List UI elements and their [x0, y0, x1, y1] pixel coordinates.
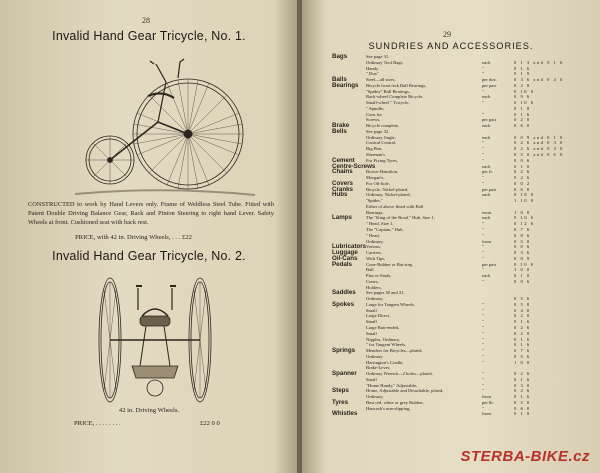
left-page — [0, 0, 298, 473]
tricycle-1-illustration — [70, 52, 260, 202]
page-number-left: 28 — [142, 16, 150, 25]
price-unit: per lb. — [482, 399, 494, 405]
price-description: Handy — [366, 65, 379, 71]
price-description: Ordinary, — [366, 238, 384, 244]
price-amount: 0 1 6 — [514, 111, 531, 117]
price-description: Large for Tangent Wheels, — [366, 301, 415, 307]
price-category: Centre-Screws — [332, 162, 376, 170]
price-description: Ordinary, Nickel-plated, — [366, 192, 411, 198]
price-category: Hubs — [332, 191, 348, 199]
price-unit: from — [482, 411, 491, 417]
price-category: Lubricators — [332, 243, 367, 251]
price-description: Ball — [366, 267, 374, 273]
price-description: Cone-Rubber or Rat-trap, — [366, 261, 414, 267]
price-description: Small — [366, 376, 377, 382]
price-description: Brake-Lever, — [366, 365, 391, 371]
price-amount: 0 1 0 — [514, 273, 531, 279]
price-category: Cranks — [332, 185, 353, 193]
tricycle-1-price: PRICE, with 42 in. Driving Wheels, . . . £22 — [75, 234, 192, 241]
price-description: Ordinary Jingle, — [366, 134, 396, 140]
price-unit: " — [482, 324, 484, 330]
price-amount: 0 10 0 — [514, 261, 535, 267]
tricycle-1-description: CONSTRUCTED to work by Hand Levers only. Frame of Weldless Steel Tube. Fitted with Patent Double Driving Balance Gear, Rack and Pinion Steering to right hand Lever. Safety Wheels at front. Cushioned seat with back rest. — [28, 201, 274, 226]
price-amount: 0 1 3 and 0 1 6 — [514, 59, 564, 65]
price-amount: 0 5 0 and 0 6 0 — [514, 152, 564, 158]
price-amount: 0 0 6 — [514, 244, 531, 250]
price-amount: 1 0 0 — [514, 267, 531, 273]
price-unit: " — [482, 71, 484, 77]
price-amount: 0 1 9 — [514, 71, 531, 77]
price-unit: per pair — [482, 82, 497, 88]
price-unit: each — [482, 59, 491, 65]
price-amount: 0 2 6 — [514, 324, 531, 330]
price-unit: " — [482, 157, 484, 163]
price-description: Bicycle front fork Ball Bearings, — [366, 82, 427, 88]
price-unit: extra — [482, 209, 492, 215]
site-watermark: STERBA-BIKE.cz — [460, 448, 590, 465]
price-category: Luggage — [332, 249, 358, 257]
price-unit: each — [482, 192, 491, 198]
price-description: Small — [366, 330, 377, 336]
price-unit: per ft. — [482, 169, 493, 175]
price-unit: from — [482, 238, 491, 244]
price-category: Tyres — [332, 398, 349, 406]
price-amount: 0 3 0 — [514, 382, 531, 388]
price-category: Whistles — [332, 410, 358, 418]
price-description: Small — [366, 319, 377, 325]
price-description: Bicycle complete, — [366, 123, 400, 129]
price-unit: " — [482, 88, 484, 94]
price-description: "Spidey" Ball Bearings, — [366, 88, 410, 94]
price-unit: " — [482, 313, 484, 319]
price-description: Ordinary, — [366, 296, 384, 302]
price-category: Steps — [332, 387, 349, 395]
price-amount: 0 2 0 — [514, 330, 531, 336]
price-unit: " — [482, 359, 484, 365]
price-description: Ordinary — [366, 353, 383, 359]
price-unit: " — [482, 111, 484, 117]
price-amount: 0 9 6 — [514, 94, 531, 100]
price-amount: 1 0 0 — [514, 359, 531, 365]
price-category: Springs — [332, 347, 356, 355]
price-category: Pedals — [332, 260, 352, 268]
price-description: Either of above fitted with Ball — [366, 203, 424, 209]
price-description: Ordinary, — [366, 394, 384, 400]
price-description: Small-wheel " Tricycle, — [366, 100, 410, 106]
price-amount: 0 4 0 — [514, 307, 531, 313]
price-unit: " — [482, 232, 484, 238]
price-description: Pins or Studs, — [366, 273, 392, 279]
price-amount: 0 2 6 — [514, 175, 531, 181]
price-amount: 0 18 0 — [514, 88, 535, 94]
tricycle-2-caption: 42 in. Driving Wheels. — [118, 407, 180, 414]
price-amount: 0 2 0 — [514, 117, 531, 123]
price-amount: 0 6 0 — [514, 405, 531, 411]
price-description: Ordinary Wrench—2 holes—plated, — [366, 371, 433, 377]
price-description: Steel—all sizes, — [366, 77, 396, 83]
price-amount: 0 5 0 — [514, 301, 531, 307]
price-amount: 0 2 6 and 0 3 0 — [514, 146, 564, 152]
price-amount: 0 1 0 — [514, 411, 531, 417]
price-unit: " — [482, 255, 484, 261]
price-description: Bicycle, Nickel-plated, — [366, 186, 409, 192]
price-category: Spanner — [332, 370, 357, 378]
price-category: Bearings — [332, 81, 359, 89]
price-description: Back-wheel Complete Bicycle, — [366, 94, 424, 100]
price-unit: each — [482, 134, 491, 140]
price-amount: 0 0 9 — [514, 255, 531, 261]
price-category: Covers — [332, 179, 353, 187]
price-category: Balls — [332, 76, 347, 84]
price-description: Ordinary Tool Bags, — [366, 59, 404, 65]
price-amount: 0 2 6 — [514, 371, 531, 377]
price-category: Lamps — [332, 214, 352, 222]
price-description: Hancock's non-slipping, — [366, 405, 411, 411]
price-unit: " — [482, 319, 484, 325]
price-row — [332, 411, 596, 417]
page-number-right: 29 — [443, 30, 451, 39]
price-unit: " — [482, 221, 484, 227]
price-description: See pages 30 and 31. — [366, 290, 405, 296]
price-description: Harrington's Cradle, — [366, 359, 404, 365]
price-description: Small — [366, 307, 377, 313]
price-amount: 0 2 6 and 0 3 0 — [514, 140, 564, 146]
price-amount: 0 3 6 and 0 4 0 — [514, 77, 564, 83]
price-unit: each — [482, 273, 491, 279]
price-category: Cement — [332, 156, 355, 164]
price-unit: " — [482, 152, 484, 158]
price-unit: " — [482, 250, 484, 256]
price-unit: " — [482, 301, 484, 307]
price-unit: " — [482, 267, 484, 273]
tricycle-1-title: Invalid Hand Gear Tricycle, No. 1. — [52, 29, 246, 43]
price-amount: 1 10 0 — [514, 198, 535, 204]
price-unit: " — [482, 146, 484, 152]
price-unit: " — [482, 388, 484, 394]
price-description: Large Direct, — [366, 313, 391, 319]
price-description: Home, Adjustable and Detachable, plated, — [366, 388, 444, 394]
price-unit: per doz. — [482, 77, 497, 83]
sundries-title: SUNDRIES AND ACCESSORIES. — [368, 41, 534, 51]
price-unit: each — [482, 215, 491, 221]
price-description: Best red, white or grey Rubber, — [366, 399, 424, 405]
price-description: Screws, — [366, 117, 381, 123]
price-unit: " — [482, 336, 484, 342]
price-amount: 0 0 6 — [514, 278, 531, 284]
price-amount: 0 5 6 — [514, 353, 531, 359]
price-description: Large Butt-ended, — [366, 324, 400, 330]
price-description: Holders, — [366, 284, 382, 290]
price-amount: 0 6 0 — [514, 186, 531, 192]
price-amount: 0 2 0 — [514, 313, 531, 319]
price-description: Brown Hamilton, — [366, 169, 399, 175]
price-description: " for Tangent Wheels, — [366, 342, 407, 348]
price-unit: " — [482, 307, 484, 313]
price-unit: per pair — [482, 117, 497, 123]
price-amount: 0 10 6 — [514, 100, 535, 106]
price-unit: each — [482, 94, 491, 100]
price-amount: 0 3 6 — [514, 250, 531, 256]
price-unit: " — [482, 226, 484, 232]
price-description: See page 32. — [366, 128, 390, 134]
price-amount: 0 1 6 — [514, 376, 531, 382]
price-amount: 0 2 6 — [514, 169, 531, 175]
price-description: " Head, Size 1, — [366, 221, 394, 227]
price-description: " Spindle, — [366, 105, 385, 111]
price-description: Cones, — [366, 278, 379, 284]
price-category: Bells — [332, 127, 347, 135]
price-description: Bearings, — [366, 209, 384, 215]
price-description: "Spider," — [366, 198, 383, 204]
price-description: With Tips, — [366, 255, 386, 261]
price-unit: " — [482, 376, 484, 382]
price-amount: 0 5 0 — [514, 399, 531, 405]
price-category: Brake — [332, 122, 350, 130]
price-description: For Oil-hole, — [366, 180, 390, 186]
price-amount: 0 1 6 — [514, 319, 531, 325]
price-unit: " — [482, 244, 484, 250]
price-unit: from — [482, 394, 491, 400]
price-amount: 0 1 6 — [514, 336, 531, 342]
price-unit: " — [482, 382, 484, 388]
price-description: Cons for — [366, 111, 382, 117]
price-amount: 0 0 6 — [514, 157, 531, 163]
price-description: " Head, — [366, 232, 380, 238]
price-amount: 0 7 6 — [514, 226, 531, 232]
price-amount: 0 0 2 — [514, 180, 531, 186]
price-category: Spokes — [332, 300, 355, 308]
price-amount: 0 10 6 — [514, 215, 535, 221]
price-description: Menders for Bicycles—plated, — [366, 348, 423, 354]
price-amount: 0 1 6 — [514, 342, 531, 348]
price-unit: per pair — [482, 261, 497, 267]
price-unit: " — [482, 100, 484, 106]
price-description: Various, — [366, 244, 382, 250]
price-unit: each — [482, 163, 491, 169]
price-category: Bags — [332, 53, 348, 60]
price-unit: per pair — [482, 186, 497, 192]
tricycle-2-illustration — [96, 270, 216, 410]
price-amount: 1 0 0 — [514, 209, 531, 215]
price-unit: " — [482, 348, 484, 354]
price-description: For Fixing Tyres, — [366, 157, 398, 163]
price-amount: 0 8 6 — [514, 232, 531, 238]
price-description: Nipples, Ordinary, — [366, 336, 401, 342]
price-amount: 0 0 9 and 0 1 0 — [514, 134, 564, 140]
price-unit: " — [482, 278, 484, 284]
price-amount: 0 1 6 — [514, 65, 531, 71]
tricycle-2-price-label: PRICE, . . . . . . . . — [74, 420, 121, 427]
price-unit: " — [482, 405, 484, 411]
price-unit: " — [482, 175, 484, 181]
price-unit: " — [482, 353, 484, 359]
price-unit: " — [482, 330, 484, 336]
price-amount: 0 1 0 — [514, 163, 531, 169]
price-description: Sherman's — [366, 152, 385, 158]
price-amount: 0 18 0 — [514, 192, 535, 198]
price-description: Big Ben, — [366, 146, 383, 152]
price-unit: each — [482, 123, 491, 129]
price-amount: 0 2 6 — [514, 388, 531, 394]
price-unit: " — [482, 342, 484, 348]
price-category: Chains — [332, 168, 353, 176]
price-amount: 0 5 0 — [514, 238, 531, 244]
right-page — [302, 0, 600, 473]
price-description: Conical Central, — [366, 140, 397, 146]
price-amount: 0 1 8 — [514, 105, 531, 111]
price-amount: 0 7 6 — [514, 348, 531, 354]
price-description: " Dux" — [366, 71, 379, 77]
price-amount: 0 12 6 — [514, 221, 535, 227]
price-description: Morgan's, — [366, 175, 385, 181]
price-amount: 0 1 6 — [514, 394, 531, 400]
price-unit: " — [482, 371, 484, 377]
price-category: Saddles — [332, 289, 356, 297]
price-unit: " — [482, 140, 484, 146]
price-unit: " — [482, 65, 484, 71]
price-description: Carriers, — [366, 250, 382, 256]
price-description: See page 31. — [366, 54, 390, 59]
tricycle-2-title: Invalid Hand Gear Tricycle, No. 2. — [52, 249, 246, 263]
price-category: Oil-Cans — [332, 254, 358, 262]
price-description: The "King of the Road," Hub, Size 1, — [366, 215, 435, 221]
tricycle-2-price-value: £22 0 0 — [200, 420, 220, 427]
price-description: "Home Handy," Adjustable, — [366, 382, 418, 388]
price-amount: 0 2 0 — [514, 82, 531, 88]
price-amount: 0 6 0 — [514, 123, 531, 129]
price-amount: 0 5 6 — [514, 296, 531, 302]
price-description: The "Captain," Hub, — [366, 226, 404, 232]
price-unit: " — [482, 180, 484, 186]
price-list — [332, 54, 596, 417]
